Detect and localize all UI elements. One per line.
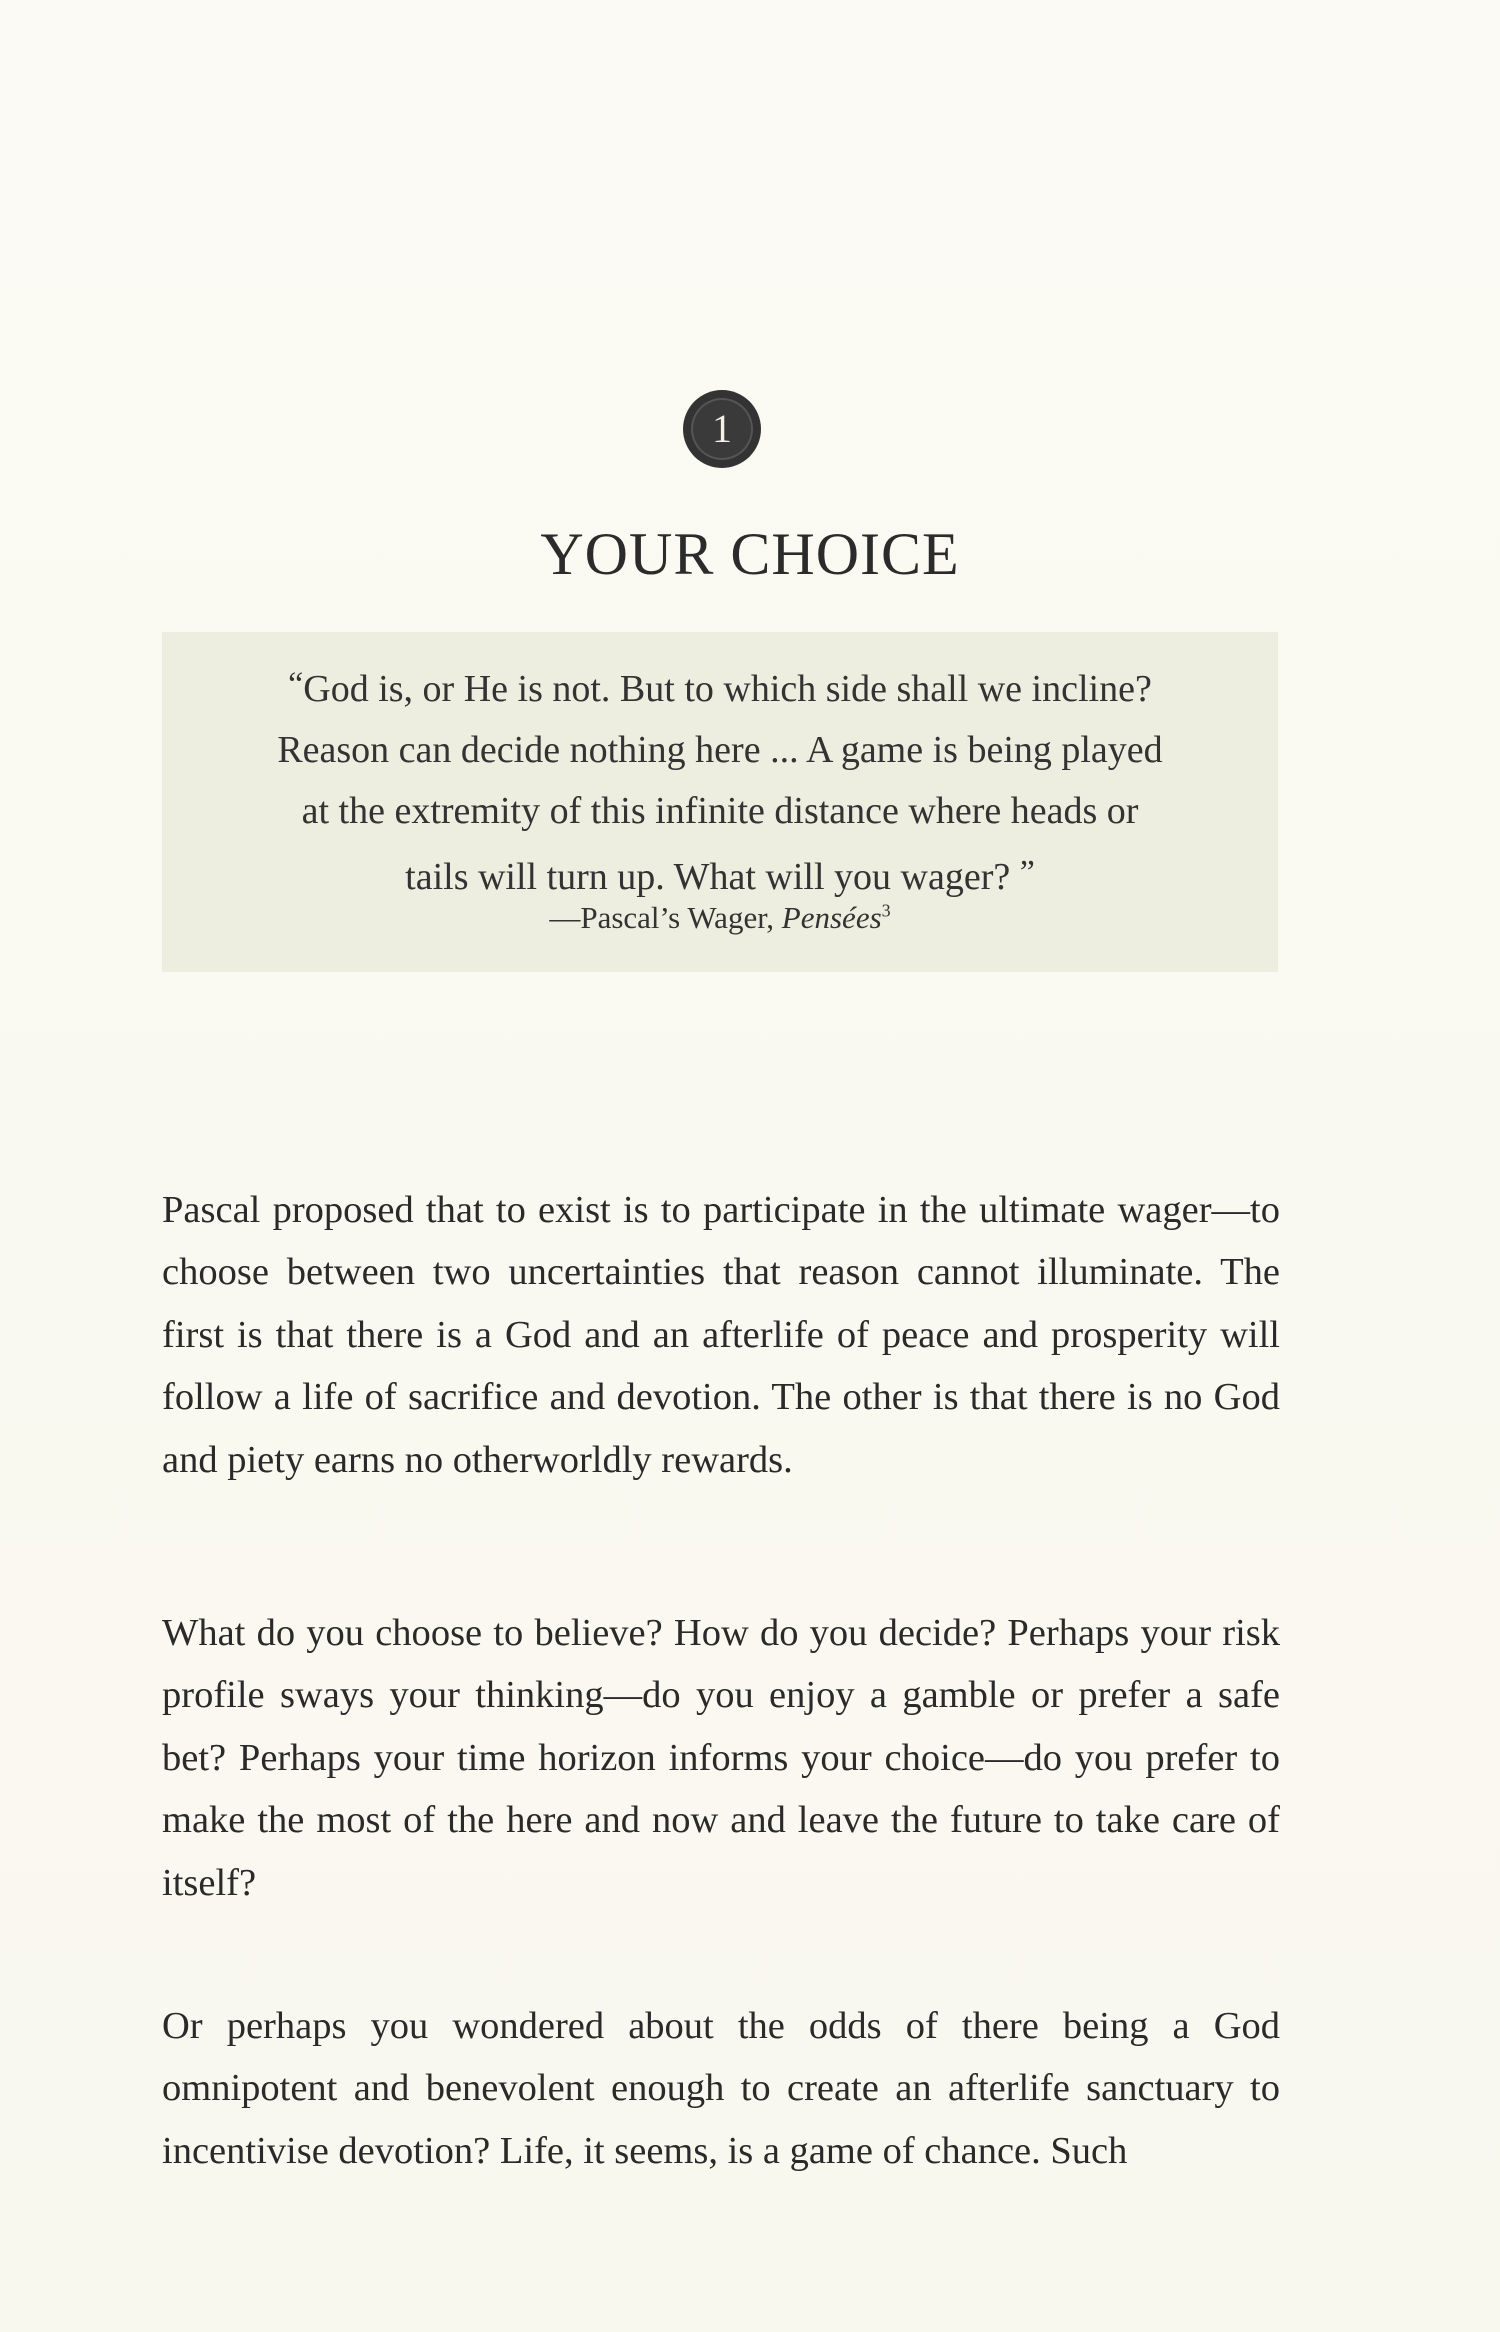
body-paragraph: What do you choose to believe? How do you decide? Perhaps your risk profile sways your thinking—do you enjoy a gamble or prefer a safe bet? Perhaps your time horizon informs your choice—do you prefer to make the most of the here and now and leave the future to take care of itself? — [162, 1611, 1280, 1904]
epigraph-quote — [162, 654, 1278, 908]
epigraph-line: “God is, or He is not. But to which side shall we incline? — [288, 666, 1152, 710]
footnote-marker: 3 — [881, 900, 891, 921]
body-paragraph: Or perhaps you wondered about the odds of there being a God omnipotent and benevolent enough to create an afterlife sanctuary to incentivise devotion? Life, it seems, is a game of chance. Such — [162, 2004, 1280, 2172]
open-quote-mark: “ — [288, 666, 304, 703]
chapter-number-badge — [683, 390, 761, 468]
epigraph-attribution — [162, 900, 1278, 936]
attribution-work: Pensées — [781, 900, 882, 935]
body-paragraph: Pascal proposed that to exist is to participate in the ultimate wager—to choose between two uncertainties that reason cannot illuminate. The first is that there is a God and an afterlife of peace and prosperity will follow a life of sacrifice and devotion. The other is that there is no God and piety earns no otherworldly rewards. — [162, 1188, 1280, 1481]
chapter-number: 1 — [712, 406, 732, 451]
epigraph-line: tails will turn up. What will you wager? ” — [405, 854, 1035, 898]
epigraph-line: at the extremity of this infinite distance where heads or — [301, 790, 1139, 832]
epigraph-box — [162, 632, 1278, 972]
chapter-title: YOUR CHOICE — [540, 521, 960, 587]
epigraph-line: Reason can decide nothing here ... A game is being played — [277, 729, 1163, 771]
attribution-source: —Pascal’s Wager, — [549, 900, 782, 935]
close-quote-mark: ” — [1019, 854, 1035, 891]
